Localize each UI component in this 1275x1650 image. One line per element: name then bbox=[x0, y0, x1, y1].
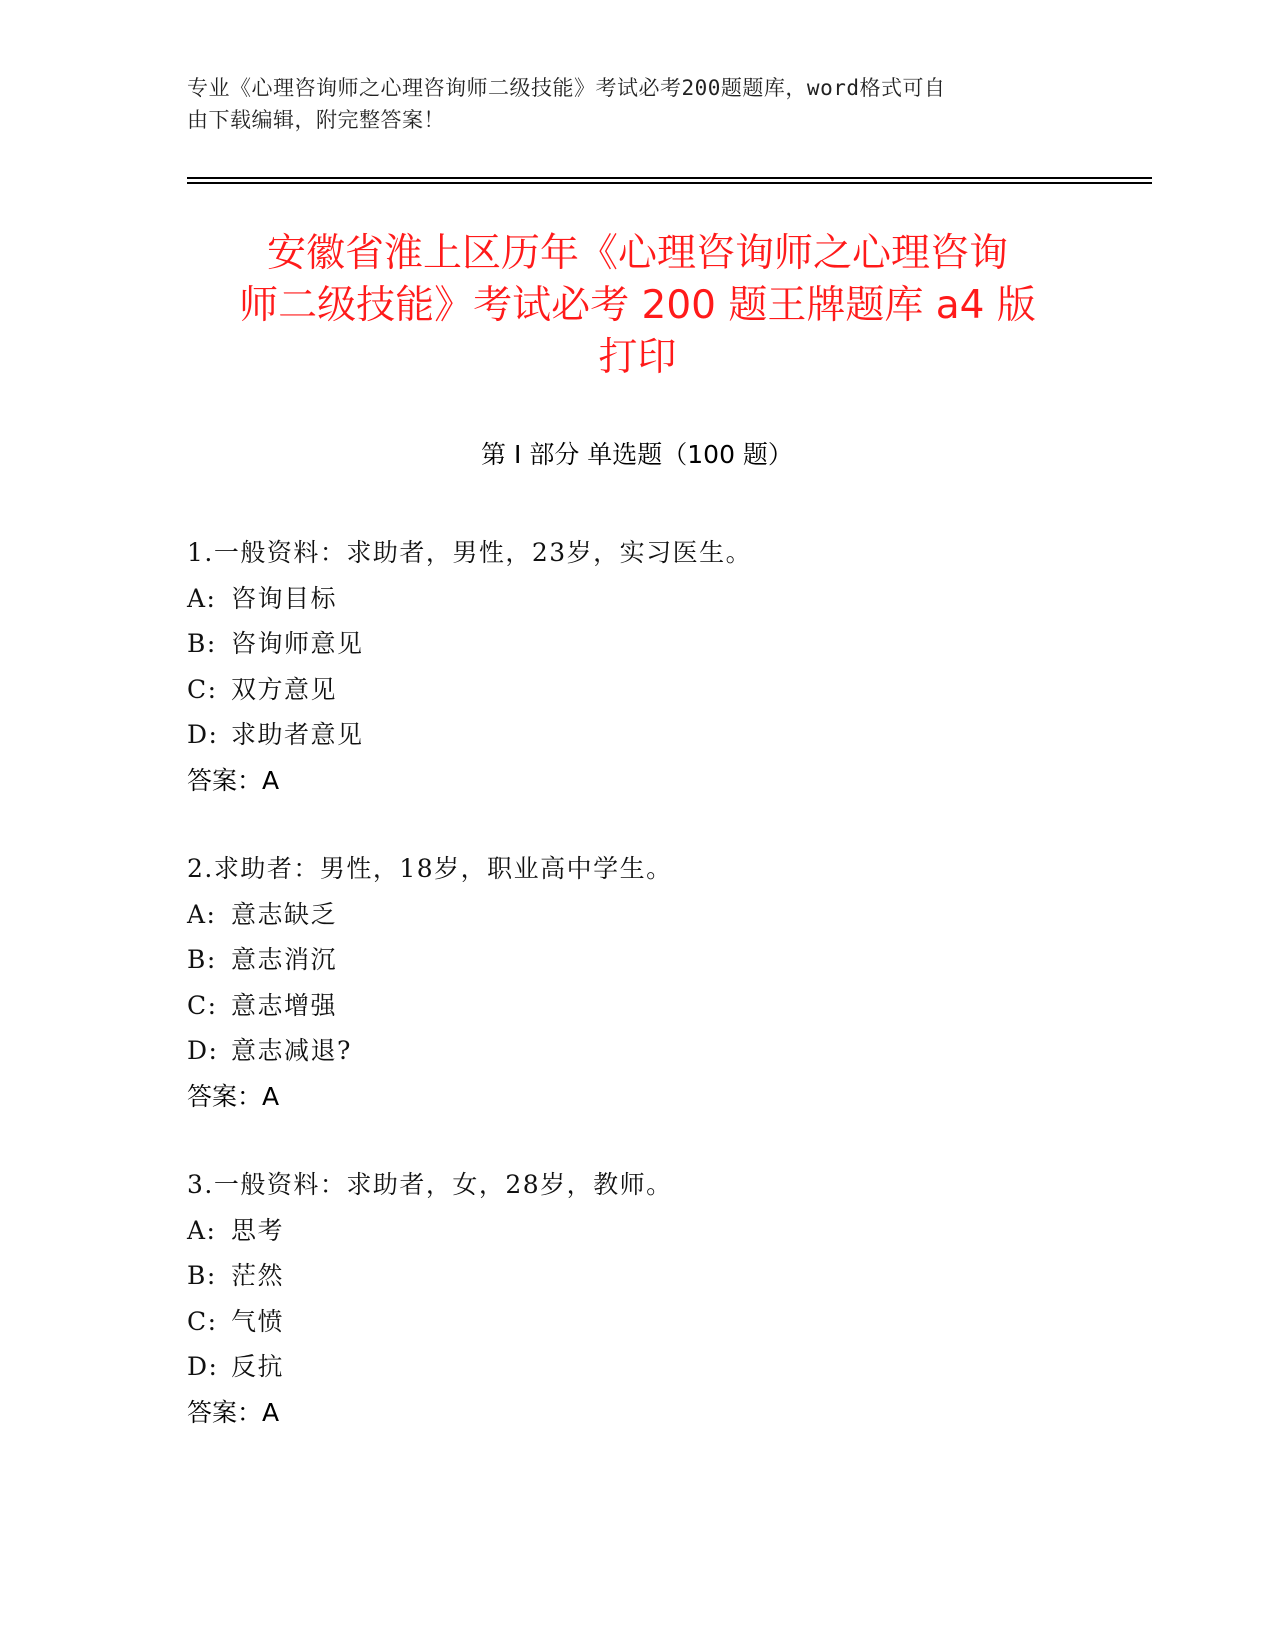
answer bbox=[187, 1390, 1087, 1436]
option-key: A: bbox=[187, 899, 217, 929]
document-title-line-3: 打印 bbox=[598, 335, 677, 380]
option-b bbox=[187, 937, 1087, 983]
option-d bbox=[187, 1344, 1087, 1390]
header-note-line-2: 由下载编辑，附完整答案！ bbox=[187, 108, 445, 132]
header-rule-bottom bbox=[187, 182, 1152, 184]
option-key: C: bbox=[187, 990, 218, 1020]
answer-label: 答案： bbox=[187, 765, 263, 795]
answer-value: A bbox=[262, 1081, 280, 1111]
option-text: 思考 bbox=[231, 1215, 285, 1245]
option-key: C: bbox=[187, 674, 218, 704]
question-stem: 3.一般资料：求助者，女，28岁，教师。 bbox=[187, 1170, 673, 1199]
option-d bbox=[187, 712, 1087, 758]
header-note bbox=[187, 72, 1087, 136]
option-a bbox=[187, 1208, 1087, 1254]
option-key: C: bbox=[187, 1306, 218, 1336]
header-rule-top bbox=[187, 177, 1152, 179]
option-key: D: bbox=[187, 720, 219, 749]
option-c bbox=[187, 667, 1087, 713]
option-text: 意志减退? bbox=[231, 1036, 352, 1065]
option-text: 双方意见 bbox=[231, 674, 338, 704]
option-text: 咨询师意见 bbox=[231, 629, 364, 658]
option-key: D: bbox=[187, 1036, 219, 1065]
header-note-line-1: 专业《心理咨询师之心理咨询师二级技能》考试必考200题题库，word格式可自 bbox=[187, 76, 946, 100]
option-text: 意志增强 bbox=[231, 990, 338, 1020]
option-text: 咨询目标 bbox=[231, 583, 338, 613]
question-stem: 2.求助者：男性，18岁，职业高中学生。 bbox=[187, 854, 673, 883]
option-key: A: bbox=[187, 1215, 217, 1245]
answer bbox=[187, 758, 1087, 804]
document-title-line-2: 师二级技能》考试必考 200 题王牌题库 a4 版 bbox=[239, 283, 1036, 328]
answer-label: 答案： bbox=[187, 1397, 263, 1427]
option-c bbox=[187, 983, 1087, 1029]
option-text: 气愤 bbox=[231, 1306, 285, 1336]
option-c bbox=[187, 1299, 1087, 1345]
option-a bbox=[187, 892, 1087, 938]
option-text: 茫然 bbox=[231, 1261, 285, 1290]
answer-label: 答案： bbox=[187, 1081, 263, 1111]
question-1 bbox=[187, 530, 1087, 803]
option-text: 求助者意见 bbox=[231, 720, 364, 749]
document-title bbox=[170, 228, 1105, 384]
option-d bbox=[187, 1028, 1087, 1074]
option-text: 意志缺乏 bbox=[231, 899, 338, 929]
section-title: 第 I 部分 单选题（100 题） bbox=[481, 440, 793, 469]
option-key: D: bbox=[187, 1352, 219, 1381]
option-key: B: bbox=[187, 1261, 217, 1290]
document-title-line-1: 安徽省淮上区历年《心理咨询师之心理咨询 bbox=[266, 231, 1008, 276]
question-2 bbox=[187, 846, 1087, 1119]
option-key: B: bbox=[187, 945, 217, 974]
question-3 bbox=[187, 1162, 1087, 1435]
option-key: B: bbox=[187, 629, 217, 658]
option-text: 意志消沉 bbox=[231, 945, 338, 974]
question-list bbox=[187, 530, 1087, 1478]
option-text: 反抗 bbox=[231, 1352, 285, 1381]
answer-value: A bbox=[262, 765, 280, 795]
option-a bbox=[187, 576, 1087, 622]
option-b bbox=[187, 1253, 1087, 1299]
answer-value: A bbox=[262, 1397, 280, 1427]
option-b bbox=[187, 621, 1087, 667]
option-key: A: bbox=[187, 583, 217, 613]
question-stem: 1.一般资料：求助者，男性，23岁，实习医生。 bbox=[187, 538, 753, 567]
answer bbox=[187, 1074, 1087, 1120]
